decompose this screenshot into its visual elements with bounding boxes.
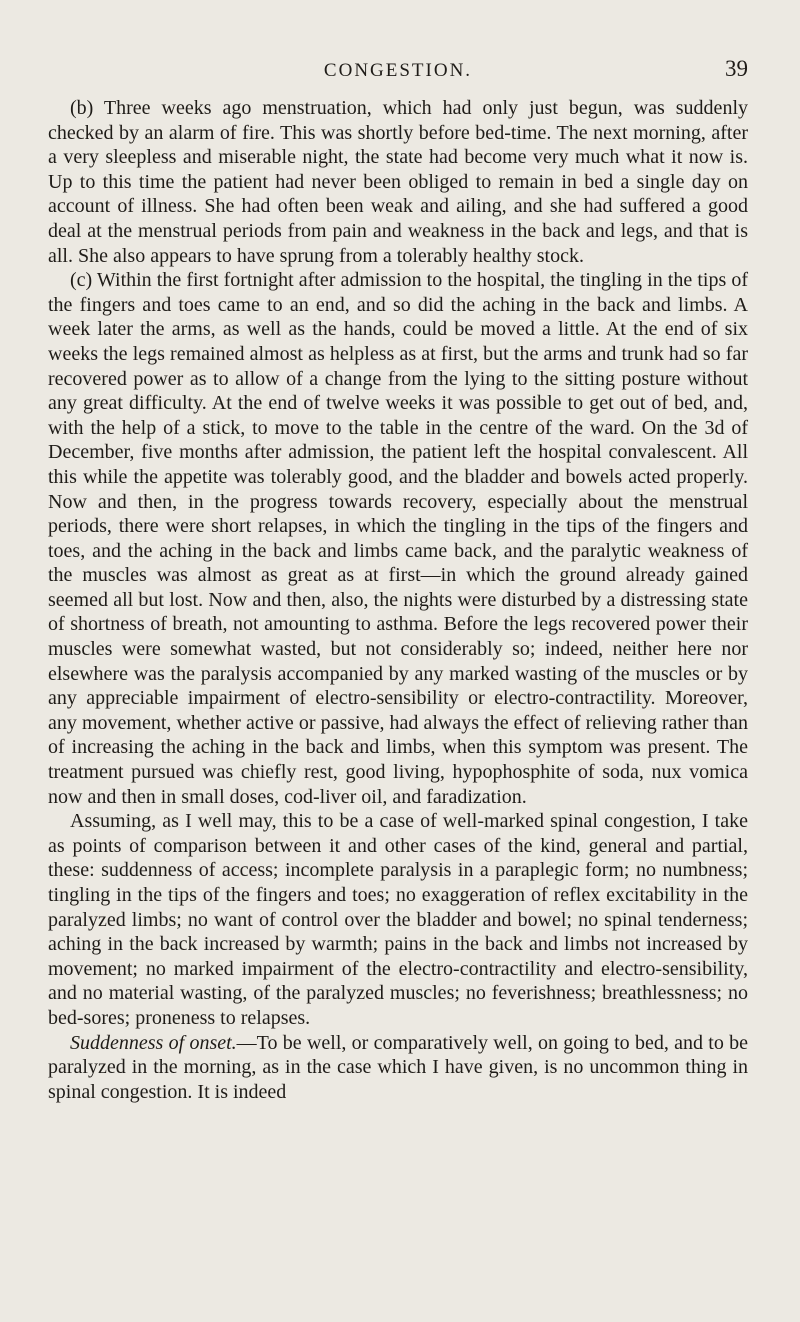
paragraph-b xyxy=(48,96,748,268)
paragraph-suddenness xyxy=(48,1031,748,1105)
paragraph-c xyxy=(48,268,748,809)
running-title: CONGESTION. xyxy=(323,60,473,81)
paragraph-b-text: (b) Three weeks ago menstruation, which had only just begun, was suddenly checked by an alarm of fire. This was shortly before bed-time. The next morning, after a very sleepless and miserable night, the state had become very much what it now is. Up to this time the patient had never been obliged to remain in bed a single day on account of illness. She had often been weak and ailing, and she had suffered a good deal at the menstrual periods from pain and weakness in the back and legs, and that is all. She also appears to have sprung from a tolerably healthy stock. xyxy=(48,97,748,267)
paragraph-suddenness-text: —To be well, or comparatively well, on going to bed, and to be paralyzed in the morning, as in the case which I have given, is no uncommon thing in spinal congestion. It is indeed xyxy=(48,1031,749,1103)
running-header xyxy=(48,56,748,86)
paragraph-comparison xyxy=(48,809,748,1030)
page-number: 39 xyxy=(725,56,748,81)
paragraph-c-text: (c) Within the first fortnight after admission to the hospital, the tingling in the tips of the fingers and toes came to an end, and so did the aching in the back and limbs. A week later the arms, as well as the hands, could be moved a little. At the end of six weeks the legs remained almost as helpless as at first, but the arms and trunk had so far recovered power as to allow of a change from the lying to the sitting posture without any great difficulty. At the end of twelve weeks it was possible to get out of bed, and, with the help of a stick, to move to the table in the centre of the ward. On the 3d of December, five months after admission, the patient left the hospital convalescent. All this while the appetite was tolerably good, and the bladder and bowels acted properly. Now and then, in the progress towards recovery, especially about the menstrual periods, there were short relapses, in which the tingling in the tips of the fingers and toes, and the aching in the back and limbs came back, and the paralytic weakness of the muscles was almost as great as at first—in which the ground already gained seemed all but lost. Now and then, also, the nights were disturbed by a distressing state of shortness of breath, not amounting to asthma. Before the legs recovered power their muscles were somewhat wasted, but not considerably so; indeed, neither here nor elsewhere was the paralysis accompanied by any marked wasting of the muscles or by any appreciable impairment of electro-sensibility or electro-contractility. Moreover, any movement, whether active or passive, had always the effect of relieving rather than of increasing the aching in the back and limbs, when this symptom was present. The treatment pursued was chiefly rest, good living, hypophosphite of soda, nux vomica now and then in small doses, cod-liver oil, and faradization. xyxy=(48,269,748,808)
paragraph-comparison-text: Assuming, as I well may, this to be a case of well-marked spinal congestion, I take as points of comparison between it and other cases of the kind, general and partial, these: suddenness of access; incomplete paralysis in a paraplegic form; no numbness; tingling in the tips of the fingers and toes; no exaggeration of reflex excitability in the paralyzed limbs; no want of control over the bladder and bowel; no spinal tenderness; aching in the back increased by warmth; pains in the back and limbs not increased by movement; no marked impairment of the electro-contractility and electro-sensibility, and no material wasting, of the paralyzed muscles; no feverishness; breathlessness; no bed-sores; proneness to relapses. xyxy=(48,810,748,1029)
body-text xyxy=(48,96,748,1104)
section-heading-italic: Suddenness of onset. xyxy=(70,1031,237,1054)
